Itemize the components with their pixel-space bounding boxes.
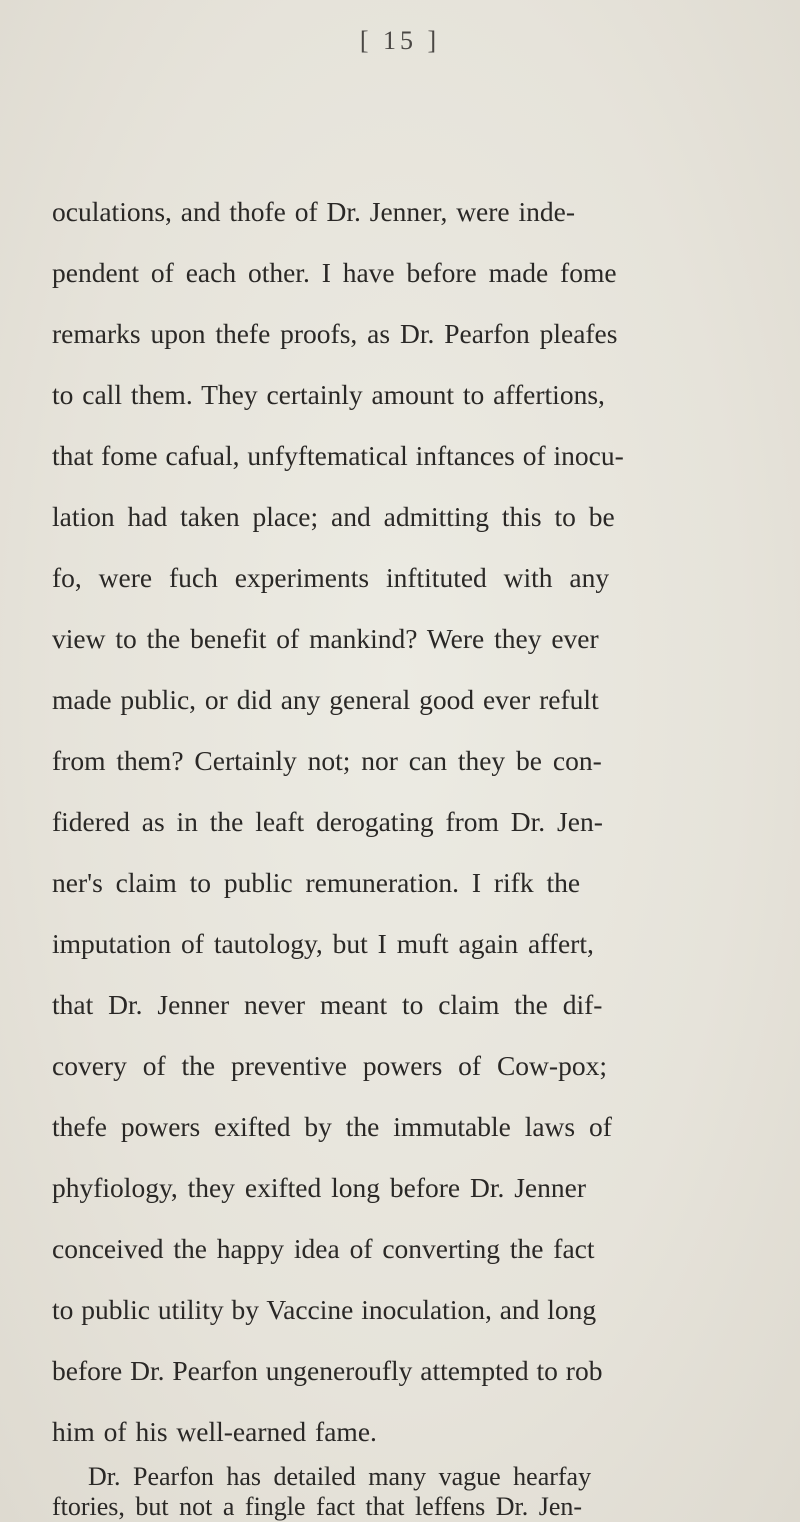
page-number: [ 15 ]	[359, 26, 441, 55]
book-page: [ 15 ] oculations, and thofe of Dr. Jenner, were inde- pendent of each other. I have before made fome remarks upon thefe proofs, as Dr. Pearfon pleafes to call them. They certainly amount to affertions, that fome cafual, unfyftematical inftances of inocu- lation had taken place; and admitting this to be fo, were fuch experiments inftituted with any view to the benefit of mankind? Were they ever made public, or did any general good ever refult from them? Certainly not; nor can they be con- fidered as in the leaft derogating from Dr. Jen- ner's claim to public remuneration. I rifk the imputation of tautology, but I muft again affert, that Dr. Jenner never meant to claim the dif- covery of the preventive powers of Cow-pox; thefe powers exifted by the immutable laws of phyfiology, they exifted long before Dr. Jenner conceived the happy idea of converting the fact to public utility by Vaccine inoculation, and long before Dr. Pearfon ungeneroufly attempted to rob him of his well-earned fame.	[0, 0, 800, 1522]
paragraph-2-clip: Dr. Pearfon has detailed many vague hearfay ftories, but not a fingle fact that leffens Dr. Jen-	[52, 1462, 592, 1521]
